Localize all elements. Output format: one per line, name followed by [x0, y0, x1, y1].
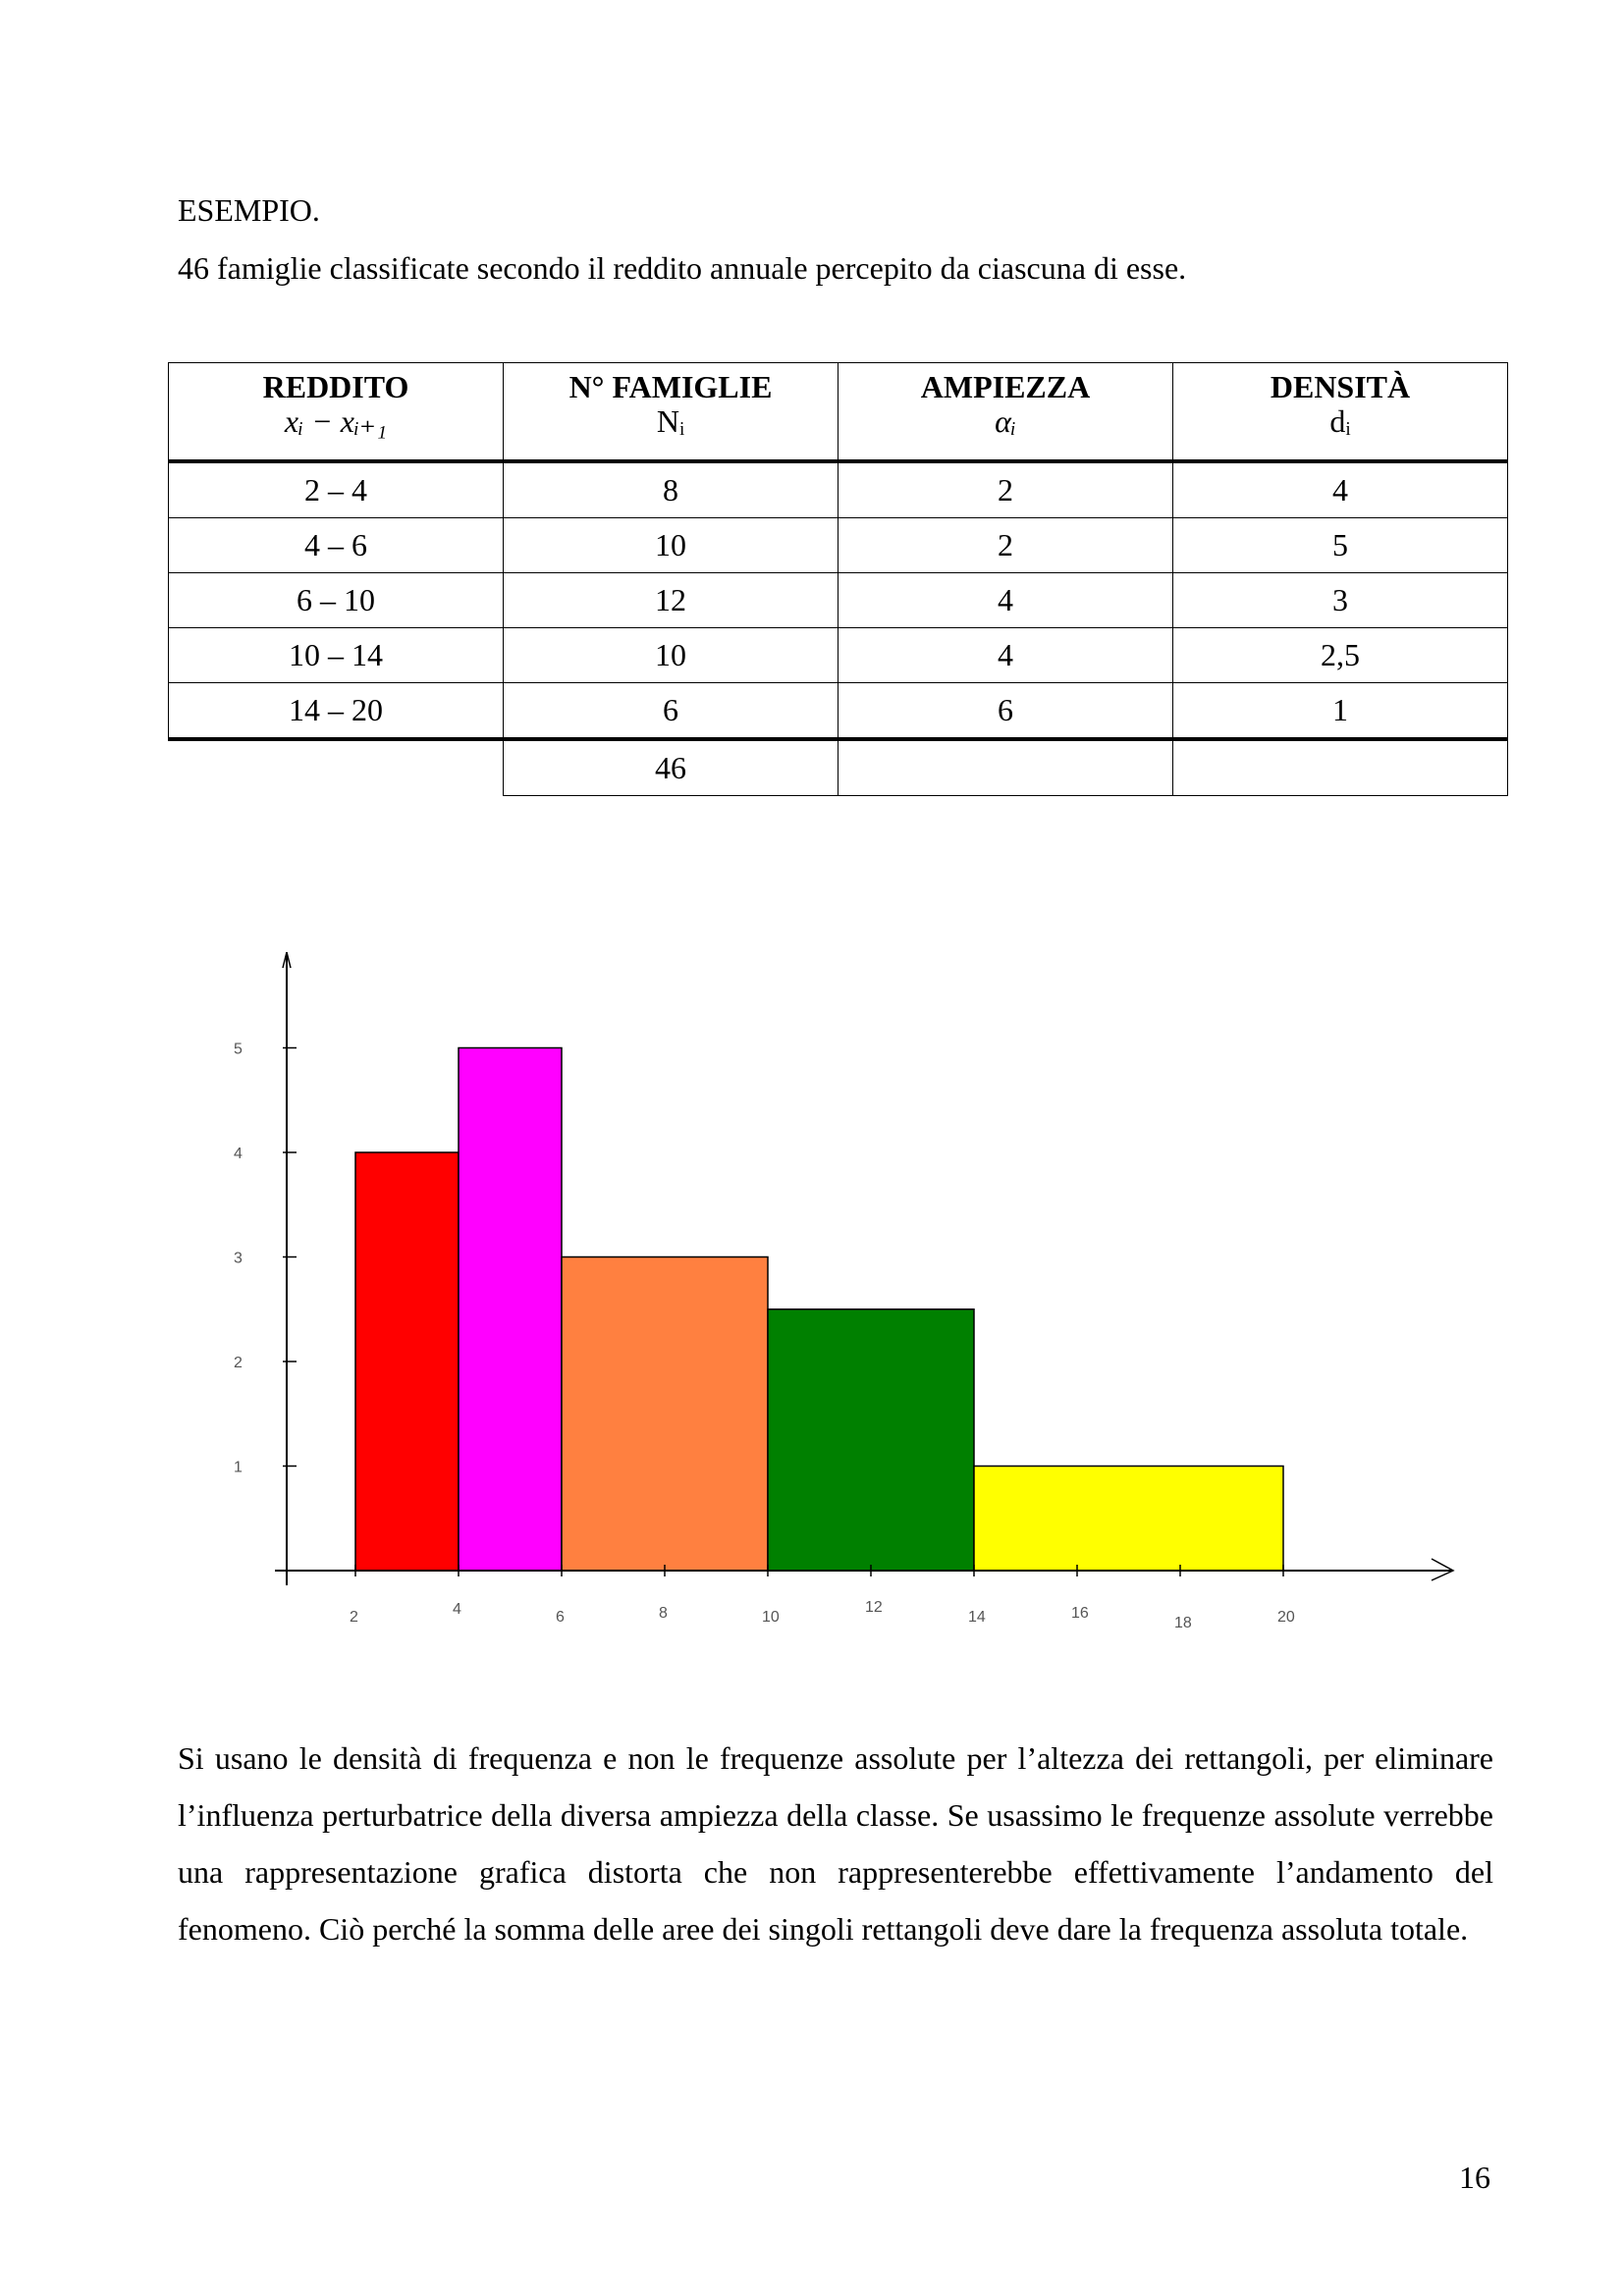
x-tick-label: 14 [968, 1609, 986, 1626]
y-tick-label: 5 [234, 1041, 243, 1058]
y-tick-label: 1 [234, 1459, 243, 1476]
table-row [169, 518, 1508, 573]
table-cell: 4 [1173, 461, 1508, 518]
histogram-chart [196, 933, 1473, 1639]
table-row [169, 461, 1508, 518]
histogram-bar [974, 1467, 1283, 1572]
histogram-bar [459, 1048, 562, 1572]
intro-text: 46 famiglie classificate secondo il reddito annuale percepito da ciascuna di esse. [178, 250, 1187, 286]
histogram-bar [355, 1152, 459, 1571]
x-tick-label: 12 [865, 1599, 883, 1616]
total-cell: 46 [504, 739, 839, 796]
table-cell: 2 [839, 518, 1173, 573]
header-main: REDDITO [262, 369, 409, 404]
table-cell: 3 [1173, 573, 1508, 628]
header-famiglie [504, 363, 839, 462]
table-row [169, 573, 1508, 628]
table-cell-empty [1173, 739, 1508, 796]
table-cell: 2 [839, 461, 1173, 518]
table-cell-empty [169, 739, 504, 796]
x-tick-label: 6 [556, 1609, 565, 1626]
histogram-bar [562, 1257, 768, 1572]
table-header-row [169, 363, 1508, 462]
table-cell: 6 [839, 683, 1173, 740]
x-tick-label: 10 [762, 1609, 780, 1626]
x-tick-label: 20 [1277, 1609, 1295, 1626]
explanation-paragraph: Si usano le densità di frequenza e non le frequenze assolute per l’altezza dei rettangoli, per eliminare l’influenza perturbatrice della diversa ampiezza della classe. Se usassimo le frequenze assolute verrebbe una rappresentazione grafica distorta che non rappresenterebbe effettivamente l’andamento del fenomeno. Ciò perché la somma delle aree dei singoli rettangoli deve dare la frequenza assoluta totale. [178, 1740, 1493, 1947]
histogram-bar [768, 1309, 974, 1571]
table-cell-empty [839, 739, 1173, 796]
table-cell: 5 [1173, 518, 1508, 573]
y-tick-label: 2 [234, 1355, 243, 1371]
table-cell: 1 [1173, 683, 1508, 740]
table-cell: 2 – 4 [169, 461, 504, 518]
table-cell: 6 [504, 683, 839, 740]
x-tick-label: 16 [1071, 1605, 1089, 1622]
header-sub: αᵢ [995, 403, 1016, 439]
table-cell: 6 – 10 [169, 573, 504, 628]
table-cell: 10 [504, 628, 839, 683]
header-main: DENSITÀ [1270, 369, 1411, 404]
header-sub: dᵢ [1329, 403, 1351, 439]
table-cell: 2,5 [1173, 628, 1508, 683]
heading: ESEMPIO. [178, 192, 320, 228]
x-tick-label: 18 [1174, 1615, 1192, 1631]
table-cell: 8 [504, 461, 839, 518]
table-row [169, 683, 1508, 740]
table-cell: 4 – 6 [169, 518, 504, 573]
header-main: AMPIEZZA [920, 369, 1091, 404]
frequency-table [168, 362, 1508, 796]
x-tick-label: 4 [453, 1601, 461, 1618]
table-total-row [169, 739, 1508, 796]
table-cell: 10 – 14 [169, 628, 504, 683]
table-cell: 10 [504, 518, 839, 573]
header-main: N° FAMIGLIE [568, 369, 773, 404]
header-ampiezza [839, 363, 1173, 462]
page-number: 16 [1459, 2160, 1490, 2195]
header-reddito [169, 363, 504, 462]
y-tick-label: 4 [234, 1146, 243, 1162]
header-sub: xᵢ − xᵢ₊₁ [284, 403, 388, 439]
x-tick-label: 2 [350, 1609, 358, 1626]
x-tick-label: 8 [659, 1605, 668, 1622]
table-cell: 12 [504, 573, 839, 628]
header-densita [1173, 363, 1508, 462]
table-cell: 4 [839, 628, 1173, 683]
table-cell: 14 – 20 [169, 683, 504, 740]
table-cell: 4 [839, 573, 1173, 628]
header-sub: Nᵢ [656, 403, 685, 439]
table-row [169, 628, 1508, 683]
y-tick-label: 3 [234, 1250, 243, 1267]
